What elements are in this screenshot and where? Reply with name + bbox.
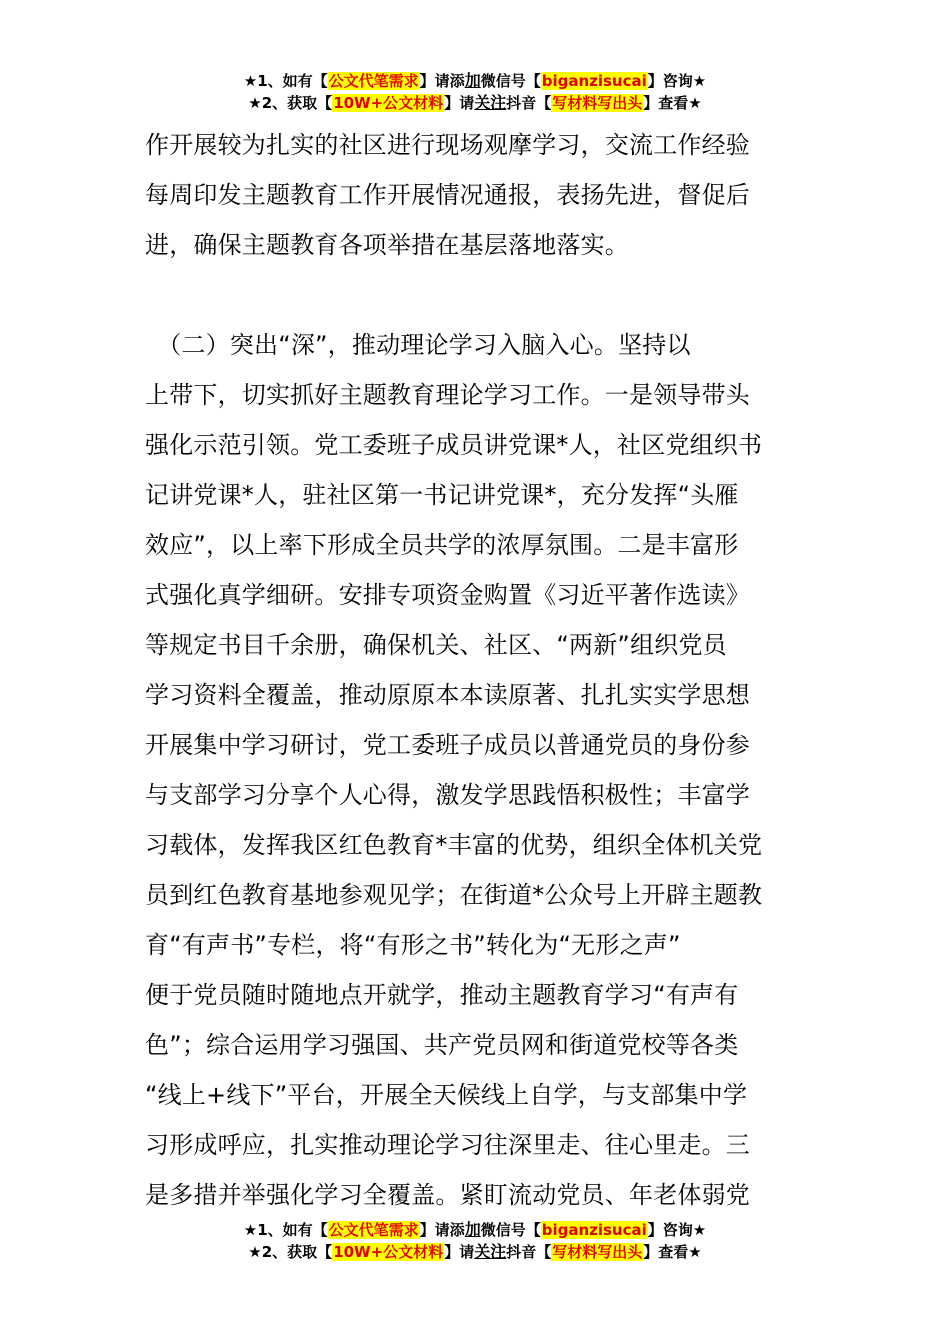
- text-line: “线上+线下”平台，开展全天候线上自学，与支部集中学: [145, 1081, 748, 1109]
- banner-douyin-id: 写材料写出头: [552, 1243, 643, 1261]
- text-line: 习载体，发挥我区红色教育*丰富的优势，组织全体机关党: [145, 831, 763, 859]
- text-line: 便于党员随时随地点开就学，推动主题教育学习“有声有: [145, 981, 739, 1009]
- banner-highlight: 公文代笔需求: [328, 72, 419, 90]
- header-banner: [0, 70, 950, 114]
- body-paragraph-2: [145, 320, 807, 1220]
- text-line: 员到红色教育基地参观见学；在街道*公众号上开辟主题教: [145, 881, 763, 909]
- text-line: 学习资料全覆盖，推动原原本本读原著、扎扎实实学思想: [145, 681, 750, 709]
- text-line: 育“有声书”专栏，将“有形之书”转化为“无形之声”: [145, 931, 681, 959]
- banner-line-2: ★2、获取【10W+公文材料】请关注抖音【写材料写出头】查看★: [248, 93, 702, 112]
- text-line: 记讲党课*人，驻社区第一书记讲党课*，充分发挥“头雁: [145, 481, 739, 509]
- text-line: 习形成呼应，扎实推动理论学习往深里走、往心里走。三: [145, 1131, 750, 1159]
- body-paragraph-1: [145, 120, 807, 270]
- banner-highlight: 10W+公文材料: [333, 1243, 444, 1261]
- text-line: 开展集中学习研讨，党工委班子成员以普通党员的身份参: [145, 731, 750, 759]
- banner-line-2: ★2、获取【10W+公文材料】请关注抖音【写材料写出头】查看★: [248, 1242, 702, 1261]
- text-line: 式强化真学细研。安排专项资金购置《习近平著作选读》: [145, 581, 750, 609]
- text-line: 进，确保主题教育各项举措在基层落地落实。: [145, 231, 629, 259]
- banner-wechat-id: biganzisucai: [541, 1221, 647, 1239]
- banner-highlight: 10W+公文材料: [333, 94, 444, 112]
- text-line: 每周印发主题教育工作开展情况通报，表扬先进，督促后: [145, 181, 750, 209]
- text-line: 强化示范引领。党工委班子成员讲党课*人，社区党组织书: [145, 431, 763, 459]
- text-line: （二）突出“深”，推动理论学习入脑入心。坚持以: [145, 331, 691, 359]
- text-line: 作开展较为扎实的社区进行现场观摩学习，交流工作经验: [145, 131, 750, 159]
- text-line: 色”；综合运用学习强国、共产党员网和街道党校等各类: [145, 1031, 739, 1059]
- text-line: 是多措并举强化学习全覆盖。紧盯流动党员、年老体弱党: [145, 1181, 750, 1209]
- banner-line-1: ★1、如有【公文代笔需求】请添加微信号【biganzisucai】咨询★: [243, 1220, 707, 1239]
- text-line: 与支部学习分享个人心得，激发学思践悟积极性；丰富学: [145, 781, 750, 809]
- text-line: 效应”，以上率下形成全员共学的浓厚氛围。二是丰富形: [145, 531, 739, 559]
- footer-banner: [0, 1219, 950, 1263]
- banner-wechat-id: biganzisucai: [541, 72, 647, 90]
- banner-highlight: 公文代笔需求: [328, 1221, 419, 1239]
- banner-line-1: ★1、如有【公文代笔需求】请添加微信号【biganzisucai】咨询★: [243, 71, 707, 90]
- banner-douyin-id: 写材料写出头: [552, 94, 643, 112]
- text-line: 上带下，切实抓好主题教育理论学习工作。一是领导带头: [145, 381, 750, 409]
- text-line: 等规定书目千余册，确保机关、社区、“两新”组织党员: [145, 631, 727, 659]
